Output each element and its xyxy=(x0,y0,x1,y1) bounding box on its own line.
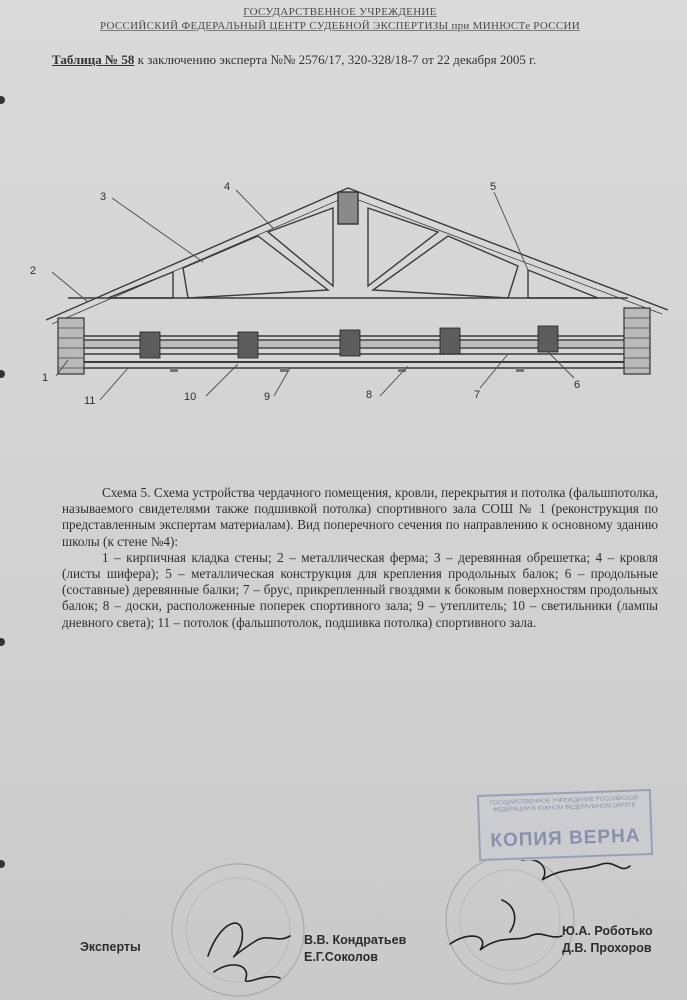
callout-label: 1 xyxy=(42,372,49,384)
round-seal-left xyxy=(172,864,304,996)
longitudinal-beam xyxy=(238,332,258,358)
longitudinal-beam xyxy=(538,326,558,352)
truss-opening xyxy=(373,236,518,298)
truss-opening xyxy=(268,208,333,286)
callout-label: 8 xyxy=(366,389,373,401)
brick-wall-left xyxy=(58,318,84,374)
callout-label: 4 xyxy=(224,181,231,193)
roof-cross-section-diagram xyxy=(28,170,668,430)
callout-label: 3 xyxy=(100,191,107,203)
copy-verified-stamp xyxy=(477,789,653,861)
lamp xyxy=(516,368,524,372)
stamp-small-text: ГОСУДАРСТВЕННОЕ УЧРЕЖДЕНИЕ РОССИЙСКОЙ ФЕДЕРАЦИИ В ЮЖНОМ ФЕДЕРАЛЬНОМ ОКРУГЕ xyxy=(489,795,639,814)
round-seal-right xyxy=(446,860,574,984)
caption-title: Схема 5. Схема устройства чердачного помещения, кровли, перекрытия и потолка (фальшпотолка, называемого свидетелями также подшивкой потолка) спортивного зала СОШ № 1 (реконструкция по представленным экспертам материалам). Вид поперечного сечения по направлению к основному зданию школы (к стене №4): xyxy=(62,485,658,549)
callout-label: 11 xyxy=(84,395,96,407)
brick-wall-right xyxy=(624,308,650,374)
lamp xyxy=(280,368,288,372)
truss-opening xyxy=(183,236,328,298)
truss-opening xyxy=(528,270,598,298)
table-reference-text: к заключению эксперта №№ 2576/17, 320-328/18-7 от 22 декабря 2005 г. xyxy=(134,52,537,67)
table-reference xyxy=(52,52,652,68)
stamp-big-text: КОПИЯ ВЕРНА xyxy=(490,825,641,852)
longitudinal-beam xyxy=(340,330,360,356)
binder-hole xyxy=(0,638,5,646)
expert-name-3: Ю.А. Роботько xyxy=(562,924,653,938)
binder-hole xyxy=(0,96,5,104)
signature-2 xyxy=(214,965,280,981)
diagram-caption xyxy=(62,485,658,631)
signature-4 xyxy=(450,934,562,950)
callout-label: 9 xyxy=(264,391,271,403)
binder-hole xyxy=(0,370,5,378)
longitudinal-beam xyxy=(140,332,160,358)
lamp xyxy=(170,368,178,372)
expert-name-1: В.В. Кондратьев xyxy=(304,933,407,947)
binder-hole xyxy=(0,860,5,868)
callout-label: 2 xyxy=(30,265,37,277)
callout-label: 10 xyxy=(184,391,197,403)
signature-5 xyxy=(502,900,515,932)
header-institution: ГОСУДАРСТВЕННОЕ УЧРЕЖДЕНИЕ xyxy=(243,6,437,18)
experts-label: Эксперты xyxy=(80,940,141,954)
table-number: Таблица № 58 xyxy=(52,52,135,67)
longitudinal-beam xyxy=(440,328,460,354)
caption-legend: 1 – кирпичная кладка стены; 2 – металлическая ферма; 3 – деревянная обрешетка; 4 – кровля (листы шифера); 5 – металлическая конструкция для крепления продольных балок; 6 – продольные (составные) деревянные балки; 7 – брус, прикрепленный гвоздями к боковым поверхностям продольных балок; 8 – доски, расположенные поперек спортивного зала; 9 – утеплитель; 10 – светильники (лампы дневного света); 11 – потолок (фальшпотолок, подшивка потолка) спортивного зала. xyxy=(62,549,658,630)
header-center: РОССИЙСКИЙ ФЕДЕРАЛЬНЫЙ ЦЕНТР СУДЕБНОЙ ЭКСПЕРТИЗЫ при МИНЮСТе РОССИИ xyxy=(99,20,581,32)
truss-opening xyxy=(108,272,173,298)
expert-name-2: Е.Г.Соколов xyxy=(304,950,378,964)
signature-1 xyxy=(208,923,290,957)
truss-opening xyxy=(368,208,438,286)
callout-label: 6 xyxy=(574,379,581,391)
expert-name-4: Д.В. Прохоров xyxy=(562,941,652,955)
callout-label: 5 xyxy=(490,181,497,193)
callout-label: 7 xyxy=(474,389,481,401)
